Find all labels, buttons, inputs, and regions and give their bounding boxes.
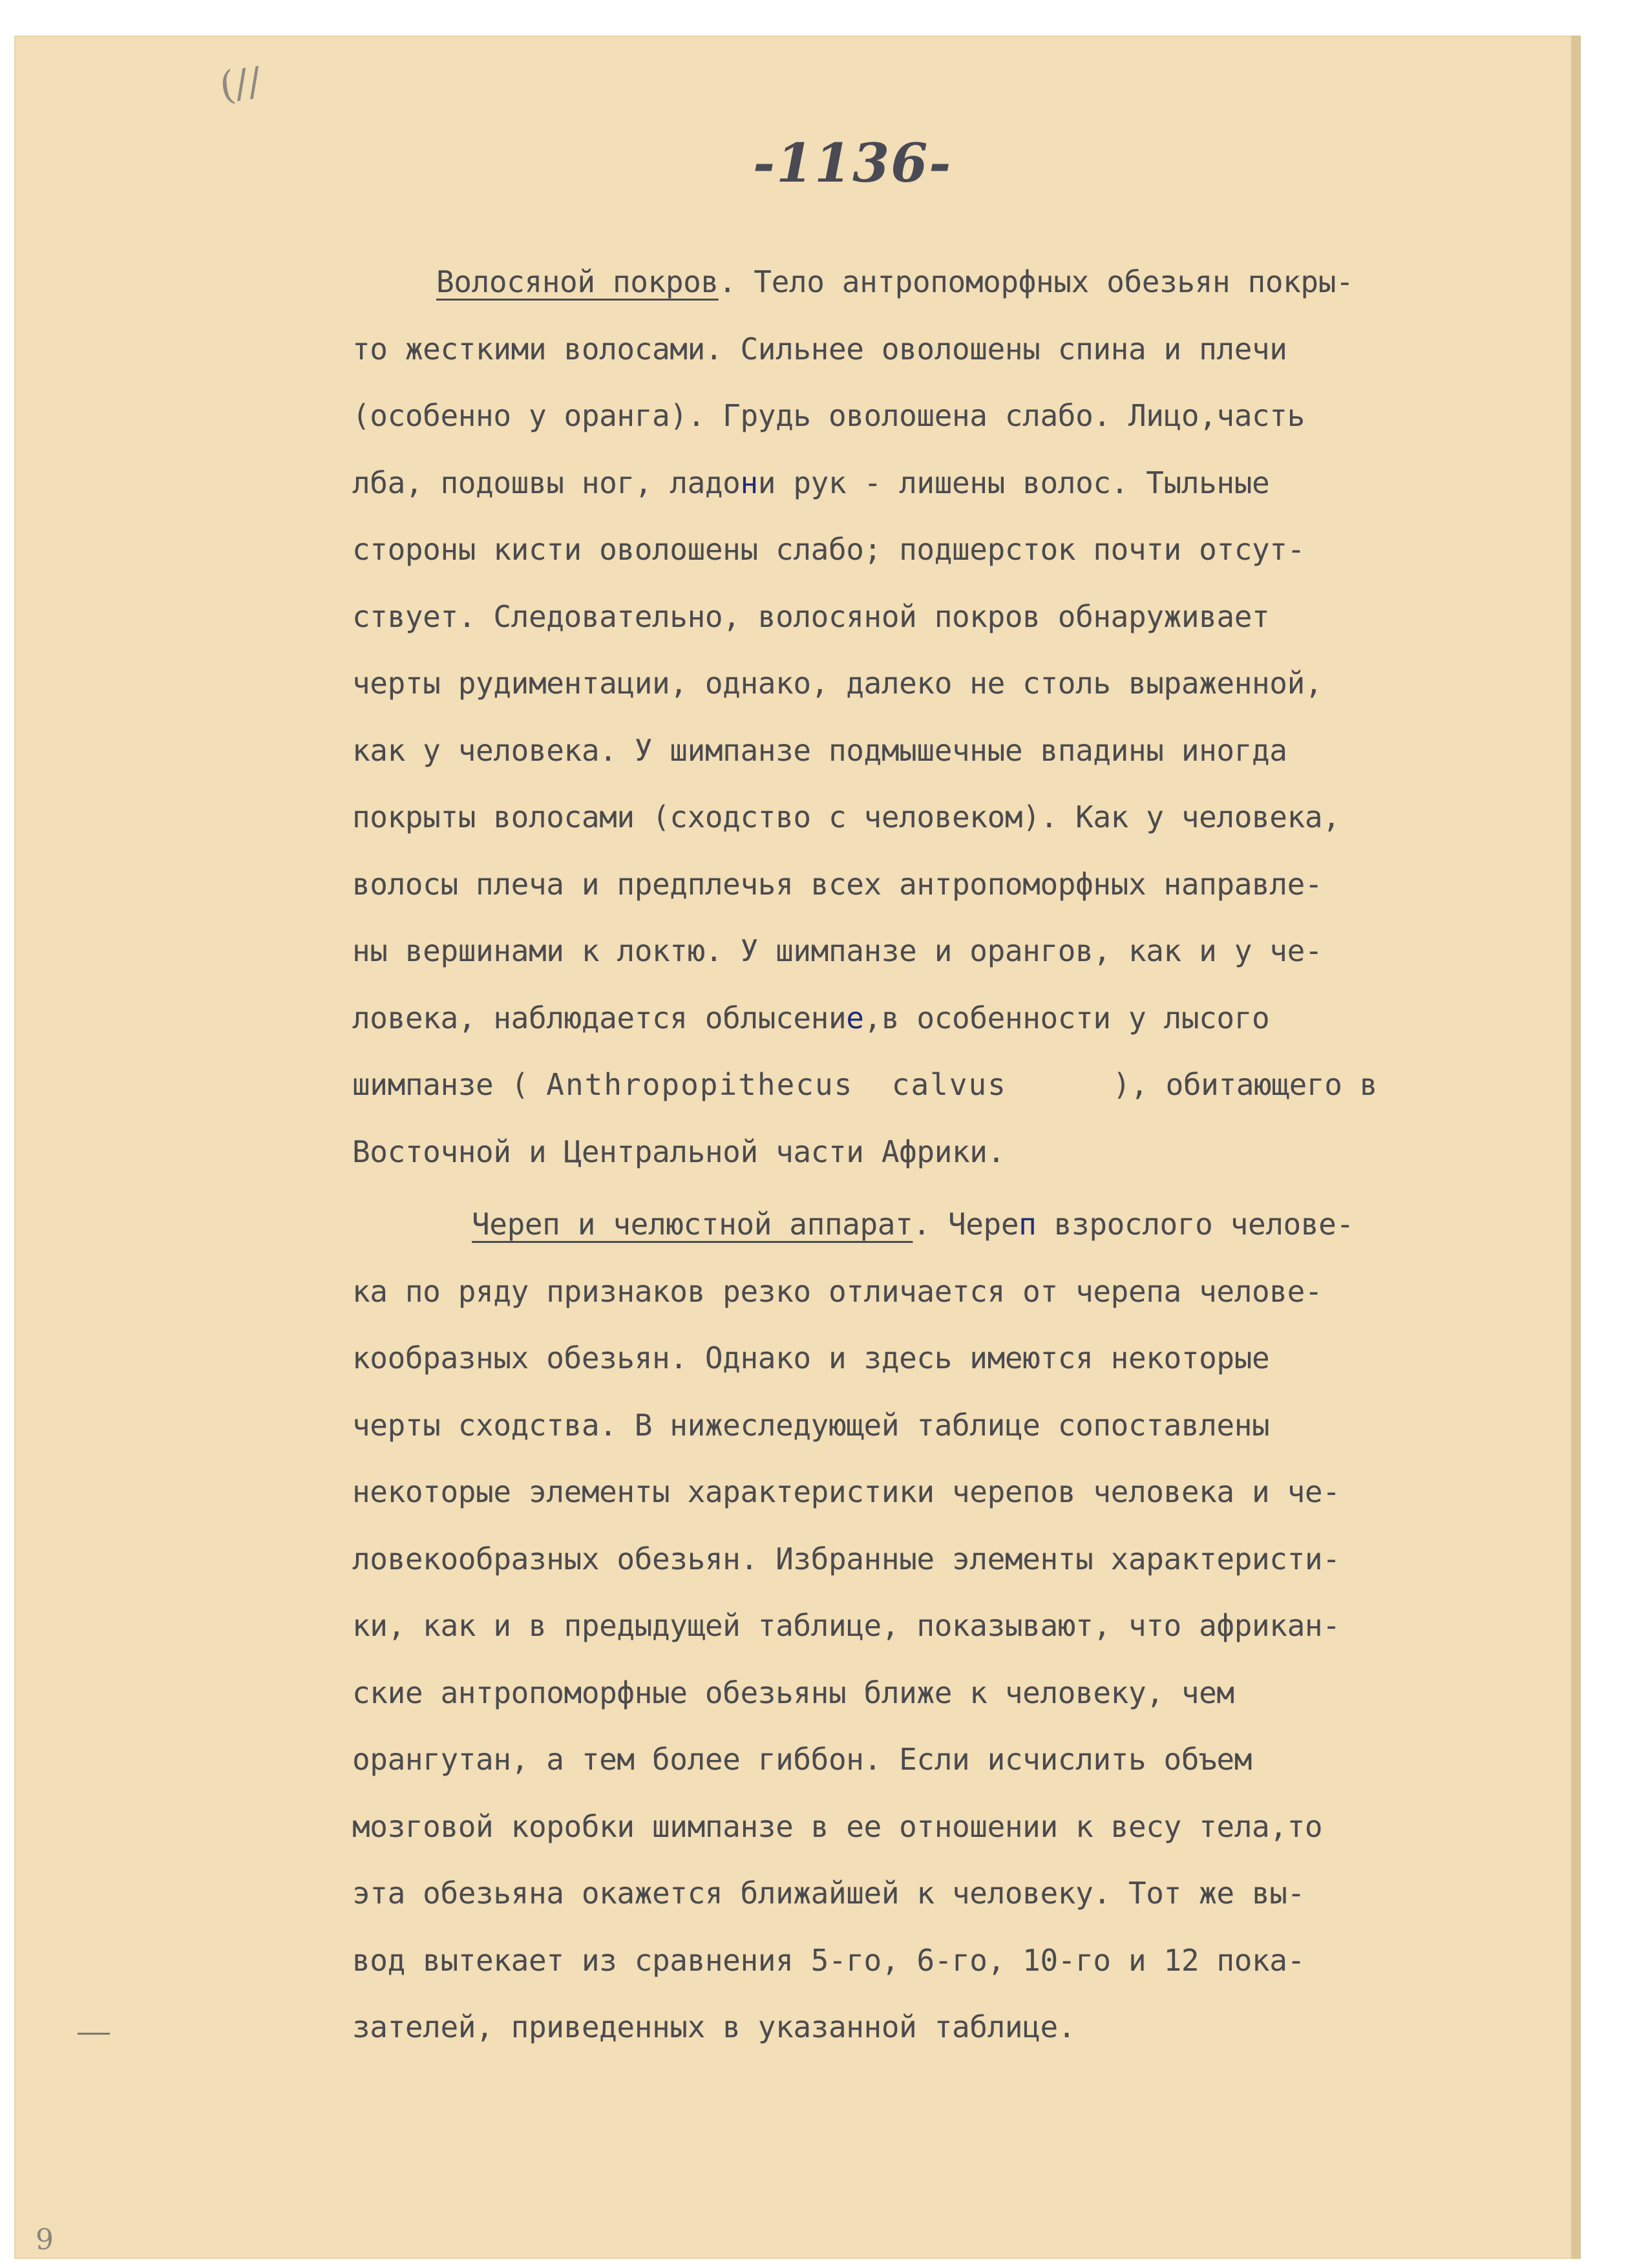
text-line [352,450,1567,517]
text-line: волосы плеча и предплечья всех антропоморфных направле- [352,866,1323,902]
corner-mark: 9 [36,2223,54,2256]
text-line: ка по ряду признаков резко отличается от черепа челове- [352,1273,1323,1309]
ink-correction: п [1019,1207,1037,1242]
text-line: черты рудиментации, однако, далеко не столь выраженной, [352,666,1323,701]
text-line: стороны кисти оволошены слабо; подшерсток почти отсут- [352,532,1305,567]
pencil-mark: (// [217,58,264,110]
line-text: . Чере [913,1207,1019,1242]
text-line: орангутан, а тем более гиббон. Если исчислить объем [352,1742,1252,1777]
text-line: вод вытекает из сравнения 5-го, 6-го, 10-го и 12 пока- [352,1942,1305,1978]
text-line: эта обезьяна окажется ближайшей к человеку. Тот же вы- [352,1876,1305,1911]
text-line: ны вершинами к локтю. У шимпанзе и орангов, как и у че- [352,933,1323,968]
text-line: то жесткими волосами. Сильнее оволошены спина и плечи [352,331,1287,366]
line-text: шимпанзе ( [352,1067,547,1102]
ink-correction: е [846,1000,864,1035]
text-line: черты сходства. В нижеследующей таблице сопоставлены [352,1407,1270,1443]
text-line [352,1052,1567,1119]
latin-species-name: Anthropopithecus calvus [546,1067,1007,1102]
line-text: лба, подошвы ног, ладо [352,465,741,500]
text-line: как у человека. У шимпанзе подмышечные впадины иногда [352,732,1287,768]
text-line: (особенно у оранга). Грудь оволошена слабо. Лицо,часть [352,398,1305,433]
page-number: -1136- [753,132,953,195]
margin-dash [78,2033,110,2035]
section-title-skull: Череп и челюстной аппарат [472,1207,913,1242]
text-line [352,249,1567,316]
paragraph-skull [352,1191,1567,2061]
text-line: мозговой коробки шимпанзе в ее отношении к весу тела,то [352,1808,1323,1844]
text-line: ствует. Следовательно, волосяной покров обнаруживает [352,599,1270,634]
text-line: Восточной и Центральной части Африки. [352,1134,1005,1169]
text-line: ловекообразных обезьян. Избранные элементы характеристи- [352,1541,1340,1576]
sheet-edge [1572,36,1581,2259]
text-line: зателей, приведенных в указанной таблице. [352,2009,1076,2044]
line-text: ловека, наблюдается облысени [352,1000,847,1035]
text-line: ские антропоморфные обезьяны ближе к человеку, чем [352,1675,1234,1710]
section-title-hair: Волосяной покров [436,264,719,299]
paragraph-hair-cover [352,249,1567,1185]
text-line: покрыты волосами (сходство с человеком). Как у человека, [352,800,1340,834]
text-line: ки, как и в предыдущей таблице, показывают, что африкан- [352,1608,1340,1643]
text-line [352,1191,1567,1258]
line-text: ), обитающего в [1006,1067,1378,1102]
line-text: ,в особенности у лысого [863,1000,1270,1035]
line-text: . Тело антропоморфных обезьян покры- [718,264,1354,299]
line-text: взрослого челове- [1036,1207,1354,1242]
text-line: кообразных обезьян. Однако и здесь имеются некоторые [352,1341,1270,1375]
text-line [352,985,1567,1052]
line-text: и рук - лишены волос. Тыльные [757,465,1270,500]
text-line: некоторые элементы характеристики черепов человека и че- [352,1474,1340,1509]
ink-correction: н [740,465,758,500]
